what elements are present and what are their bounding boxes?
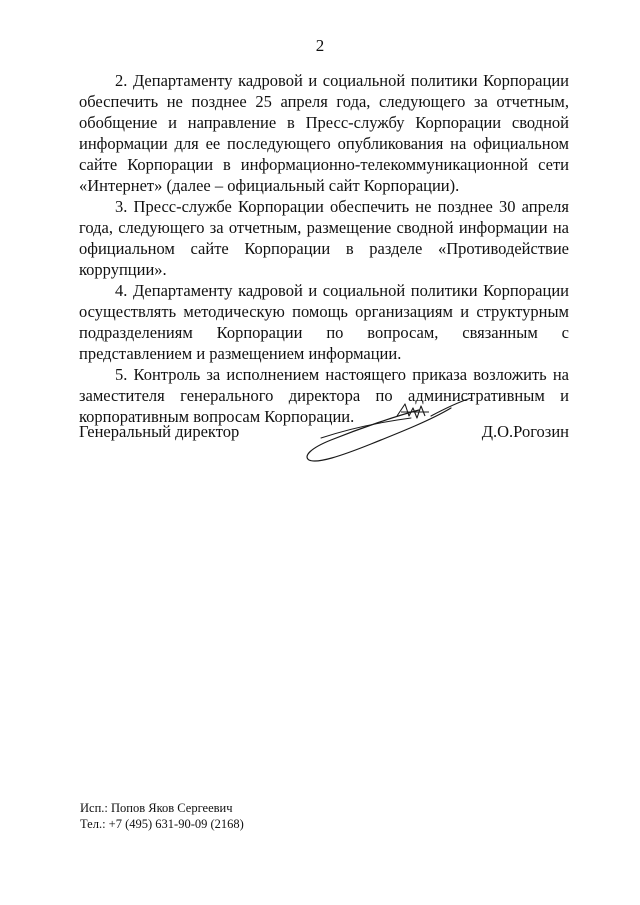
signature-block bbox=[79, 420, 569, 480]
executor-info bbox=[80, 800, 244, 832]
signatory-name: Д.О.Рогозин bbox=[481, 422, 569, 441]
executor-name: Исп.: Попов Яков Сергеевич bbox=[80, 801, 233, 815]
paragraph-4: 4. Департаменту кадровой и социальной политики Корпорации осуществлять методическую помощь организациям и структурным подразделениям Корпорации по вопросам, связанным с представлением и размещением информации. bbox=[79, 281, 569, 363]
document-body bbox=[79, 70, 569, 427]
handwritten-signature bbox=[301, 398, 476, 468]
paragraph-5: 5. Контроль за исполнением настоящего приказа возложить на заместителя генерального директора по административным и корпоративным вопросам Корпорации. bbox=[79, 365, 569, 426]
paragraph-2: 2. Департаменту кадровой и социальной политики Корпорации обеспечить не позднее 25 апреля года, следующего за отчетным, обобщение и направление в Пресс-службу Корпорации сводной информации для ее последующего опубликования на официальном сайте Корпорации в информационно-телекоммуникационной сети «Интернет» (далее – официальный сайт Корпорации). bbox=[79, 71, 569, 195]
executor-phone: Тел.: +7 (495) 631-90-09 (2168) bbox=[80, 817, 244, 831]
signatory-position: Генеральный директор bbox=[79, 422, 240, 441]
paragraph-3: 3. Пресс-службе Корпорации обеспечить не позднее 30 апреля года, следующего за отчетным, размещение сводной информации на официальном сайте Корпорации в разделе «Противодействие коррупции». bbox=[79, 197, 569, 279]
page-number: 2 bbox=[315, 36, 325, 55]
